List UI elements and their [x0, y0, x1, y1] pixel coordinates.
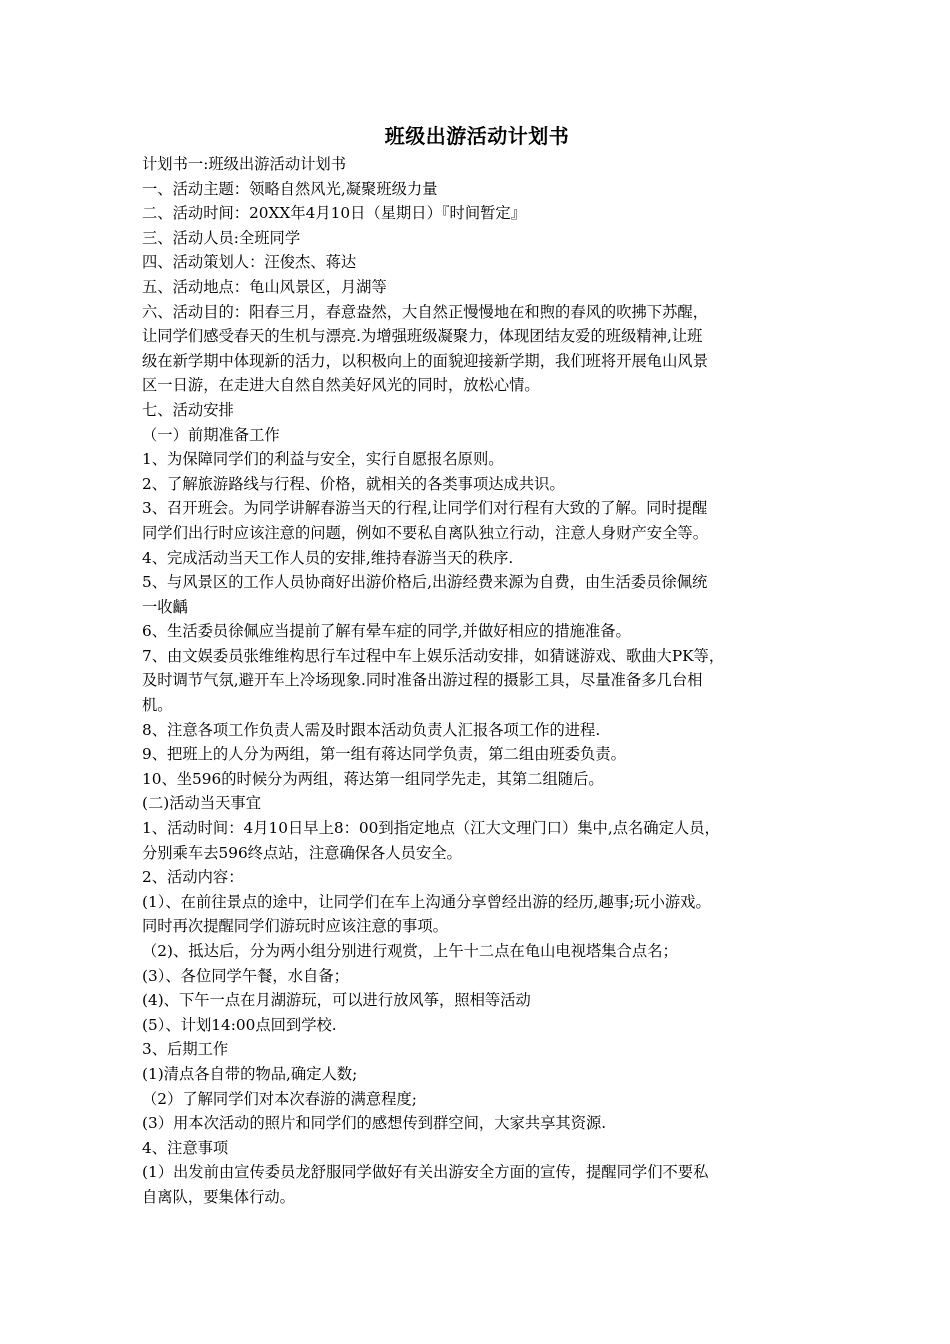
document-body: [142, 152, 812, 1210]
document-line: 一收齲: [142, 597, 188, 616]
document-line: 5、与风景区的工作人员协商好出游价格后,出游经费来源为自费，由生活委员徐佩统: [142, 573, 708, 592]
document-line: 4、注意事项: [142, 1138, 229, 1157]
document-line: 4、完成活动当天工作人员的安排,维持春游当天的秩序.: [142, 548, 514, 567]
document-line: 1、活动时间：4月10日早上8：00到指定地点（江大文理门口）集中,点名确定人员，: [142, 819, 720, 838]
document-line: 及时调节气氛,避开车上冷场现象.同时准备出游过程的摄影工具，尽量准备多几台相: [142, 671, 703, 690]
document-line: （2)、抵达后，分为两小组分别进行观赏，上午十二点在龟山电视塔集合点名；: [142, 942, 678, 960]
document-line: (4)、下午一点在月湖游玩，可以进行放风筝，照相等活动: [142, 991, 531, 1010]
document-line: （2）了解同学们对本次春游的满意程度;: [142, 1089, 417, 1108]
document-line: 机。: [142, 696, 173, 715]
document-line: 自离队，要集体行动。: [142, 1187, 295, 1206]
document-line: 同学们出行时应该注意的问题，例如不要私自离队独立行动，注意人身财产安全等。: [142, 523, 708, 542]
document-line: 五、活动地点：龟山风景区，月湖等: [142, 277, 387, 296]
document-line: 计划书一:班级出游活动计划书: [142, 155, 347, 173]
document-line: (二)活动当天事宜: [142, 794, 262, 813]
document-line: 让同学们感受春天的生机与漂亮.为增强班级凝聚力，体现团结友爱的班级精神,让班: [142, 327, 703, 346]
document-line: 区一日游，在走进大自然自然美好风光的同时，放松心情。: [142, 376, 540, 395]
document-line: （一）前期准备工作: [142, 425, 280, 444]
document-line: (5）、计划14:00点回到学校.: [142, 1015, 337, 1034]
document-line: 三、活动人员:全班同学: [142, 228, 301, 247]
document-line: 7、由文娱委员张维维构思行车过程中车上娱乐活动安排，如猜谜游戏、歌曲大PK等，: [142, 646, 725, 665]
document-line: 3、召开班会。为同学讲解春游当天的行程,让同学们对行程有大致的了解。同时提醒: [142, 499, 708, 518]
document-line: (1）、在前往景点的途中，让同学们在车上沟通分享曾经出游的经历,趣事;玩小游戏。: [142, 892, 711, 911]
document-line: 3、后期工作: [142, 1040, 229, 1059]
document-line: (1）出发前由宣传委员龙舒服同学做好有关出游安全方面的宣传，提醒同学们不要私: [142, 1163, 709, 1182]
document-line: (3）用本次活动的照片和同学们的感想传到群空间，大家共享其资源.: [142, 1114, 607, 1133]
document-line: 9、把班上的人分为两组，第一组有蒋达同学负责，第二组由班委负责。: [142, 745, 626, 764]
document-line: 2、了解旅游路线与行程、价格，就相关的各类事项达成共识。: [142, 474, 565, 493]
document-line: 级在新学期中体现新的活力，以积极向上的面貌迎接新学期，我们班将开展龟山风景: [142, 351, 708, 370]
document-line: 二、活动时间：20XX年4月10日（星期日）『时间暂定』: [142, 204, 527, 223]
document-title: 班级出游活动计划书: [384, 124, 570, 148]
document-line: 七、活动安排: [142, 400, 234, 419]
document-line: 同时再次提醒同学们游玩时应该注意的事项。: [142, 917, 448, 936]
document-line: 一、活动主题：领略自然风光,凝聚班级力量: [142, 179, 438, 198]
document-line: 四、活动策划人：汪俊杰、蒋达: [142, 253, 357, 272]
document-line: 10、坐596的时候分为两组，蒋达第一组同学先走，其第二组随后。: [142, 769, 604, 788]
document-line: 分别乘车去596终点站，注意确保各人员安全。: [142, 843, 462, 862]
document-line: 2、活动内容：: [142, 868, 244, 887]
document-line: 6、生活委员徐佩应当提前了解有晕车症的同学,并做好相应的措施准备。: [142, 622, 631, 641]
document-line: (3）、各位同学午餐，水自备；: [142, 966, 349, 985]
document-line: 8、注意各项工作负责人需及时跟本活动负责人汇报各项工作的进程.: [142, 720, 601, 739]
document-line: 1、为保障同学们的利益与安全，实行自愿报名原则。: [142, 450, 504, 469]
document-line: 六、活动目的：阳春三月，春意盎然，大自然正慢慢地在和煦的春风的吹拂下苏醒，: [142, 302, 708, 321]
document-page: [142, 122, 812, 1210]
document-line: (1)清点各自带的物品,确定人数;: [142, 1064, 358, 1083]
